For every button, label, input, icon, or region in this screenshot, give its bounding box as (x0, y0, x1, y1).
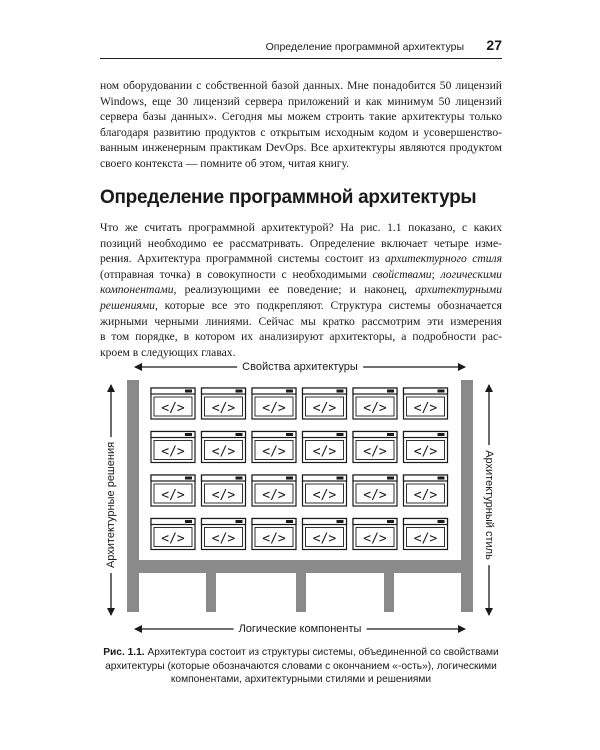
body-line: Что же считать программной архитектурой? На рис. 1.1 показано, с каких (100, 221, 502, 234)
structure-leg (206, 573, 216, 612)
body-line: позиций необходимо ее рассматривать. Определение включает четыре изме- (100, 236, 502, 250)
code-glyph: </> (312, 444, 337, 460)
structure-leg (296, 573, 306, 612)
code-glyph: </> (312, 488, 337, 503)
component-grid (151, 388, 448, 550)
code-window-icon (404, 432, 448, 463)
code-glyph: </> (413, 488, 438, 503)
code-glyph: </> (262, 531, 286, 547)
body-text: , реализующими ее поведение; и наконец, (173, 283, 416, 297)
code-glyph: </> (363, 531, 387, 547)
code-window-icon (353, 519, 397, 550)
code-glyph: </> (161, 401, 185, 416)
architecture-decisions-label: Архитектурные решения (104, 437, 118, 573)
body-line (100, 267, 502, 283)
code-glyph: </> (262, 444, 286, 460)
intro-line: ванным инженерным практикам DevOps. Все архитектуры являются продуктом (100, 141, 502, 155)
body-line (100, 251, 502, 267)
term-components: компонентами (100, 283, 174, 297)
code-glyph: </> (363, 488, 387, 503)
code-window-icon (151, 388, 195, 419)
code-window-icon (303, 475, 347, 506)
code-glyph: </> (363, 444, 387, 460)
body-line: в том порядке, в котором их анализируют архитекторы, а подробности рас- (100, 330, 502, 344)
code-glyph: </> (312, 401, 337, 416)
term-decisions: решениями (100, 298, 155, 312)
architecture-properties-label: Свойства архитектуры (237, 360, 363, 374)
code-glyph: </> (363, 401, 387, 416)
section-heading: Определение программной архитектуры (100, 187, 477, 208)
code-window-icon (353, 475, 397, 506)
code-window-icon (202, 388, 246, 419)
body-text: ; (431, 267, 441, 281)
architecture-figure (95, 360, 505, 640)
code-window-icon (202, 432, 246, 463)
term-logical: логическими (440, 267, 502, 281)
intro-line: своего контекста — помните об этом, читая книгу. (100, 156, 350, 170)
structure-right-pillar (461, 380, 473, 612)
page-number: 27 (486, 37, 502, 53)
code-window-icon (404, 519, 448, 550)
logical-components-label: Логические компоненты (234, 622, 367, 636)
code-window-icon (151, 475, 195, 506)
code-window-icon (404, 388, 448, 419)
code-window-icon (404, 475, 448, 506)
term-properties: свойствами (372, 267, 432, 281)
running-header (100, 38, 502, 59)
code-window-icon (202, 519, 246, 550)
code-glyph: </> (161, 488, 185, 503)
code-window-icon (202, 475, 246, 506)
code-window-icon (252, 519, 296, 550)
code-glyph: </> (161, 444, 185, 460)
code-glyph: </> (413, 444, 438, 460)
body-line: кроем в следующих главах. (100, 345, 236, 359)
code-window-icon (353, 432, 397, 463)
code-glyph: </> (161, 531, 185, 547)
figure-caption (100, 646, 502, 687)
code-glyph: </> (262, 401, 286, 416)
body-line (100, 282, 502, 298)
code-window-icon (151, 432, 195, 463)
body-paragraph (100, 220, 502, 360)
code-glyph: </> (413, 401, 438, 416)
intro-line: благодаря развитию продуктов с открытым исходным кодом и усовершенство- (100, 125, 502, 139)
code-window-icon (303, 519, 347, 550)
intro-paragraph (100, 78, 502, 172)
code-glyph: </> (211, 531, 236, 547)
body-text: , которые все это подкрепляют. Структура системы обозначается (154, 298, 502, 312)
code-glyph: </> (211, 444, 236, 460)
code-glyph: </> (211, 488, 236, 503)
code-window-icon (252, 388, 296, 419)
code-window-icon (303, 432, 347, 463)
intro-line: сервера базы данных». Сегодня мы можем строить такие архитектуры только (100, 110, 502, 124)
code-glyph: </> (312, 531, 337, 547)
architecture-style-label: Архитектурный стиль (482, 445, 496, 565)
term-architecture-style: архитектурного стиля (384, 252, 503, 266)
code-window-icon (353, 388, 397, 419)
code-glyph: </> (211, 401, 236, 416)
body-text: (отправная точка) в совокупности с необходимыми (100, 267, 373, 281)
code-glyph: </> (262, 488, 286, 503)
intro-line: ном оборудовании с собственной базой данных. Мне понадобится 50 лицензий (100, 79, 502, 92)
code-window-icon (151, 519, 195, 550)
running-title: Определение программной архитектуры (265, 41, 464, 53)
architecture-diagram (95, 360, 505, 640)
structure-beam (127, 560, 473, 573)
code-window-icon (252, 475, 296, 506)
code-glyph: </> (413, 531, 438, 547)
code-window-icon (303, 388, 347, 419)
intro-line: Windows, еще 30 лицензий сервера приложений и как минимум 50 лицензий (100, 94, 502, 108)
caption-text: Архитектура состоит из структуры системы, объединенной со свойствами архитектуры (которые обозначаются словами с окончанием «-ость»), логическими компонентами, архитектурными стилями и решениями (105, 647, 499, 685)
code-window-icon (252, 432, 296, 463)
body-line (100, 298, 502, 314)
body-text: рения. Архитектура программной системы состоит из (100, 252, 385, 266)
structure-left-pillar (127, 380, 139, 612)
structure-leg (384, 573, 394, 612)
caption-label: Рис. 1.1. (103, 647, 145, 658)
term-architectural: архитектурными (415, 283, 502, 297)
body-line: жирными черными линиями. Сейчас мы кратко рассмотрим эти измерения (100, 314, 502, 328)
